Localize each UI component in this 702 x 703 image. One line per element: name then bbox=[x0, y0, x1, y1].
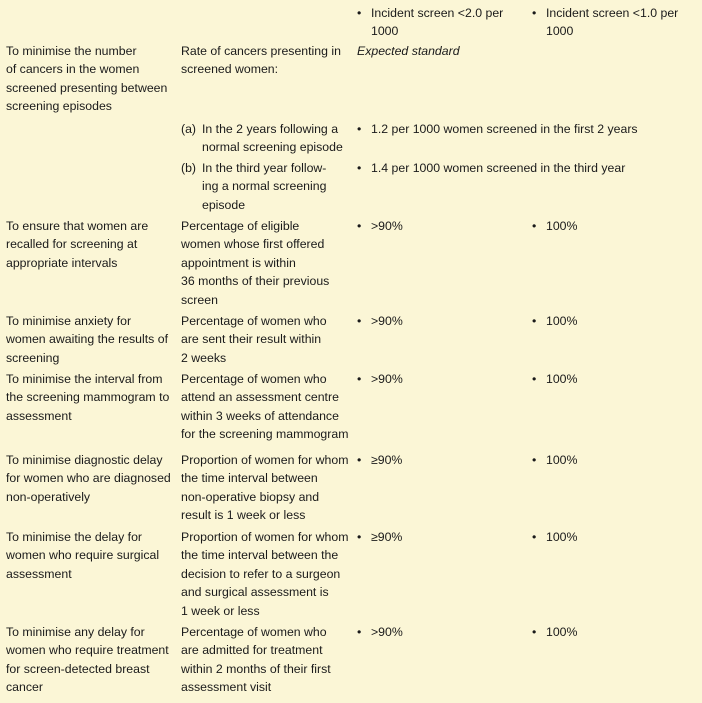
row-acceptable-value: >90% bbox=[371, 314, 403, 328]
row-measure-line: are sent their result within bbox=[181, 332, 322, 347]
row-measure bbox=[181, 217, 351, 309]
row-objective bbox=[6, 370, 171, 425]
row-measure-line: Percentage of eligible bbox=[181, 219, 300, 233]
row-measure-line: the time interval between bbox=[181, 471, 318, 486]
row-objective-line: appropriate intervals bbox=[6, 255, 118, 270]
row-acceptable-value: >90% bbox=[371, 219, 403, 233]
row-objective-line: To ensure that women are bbox=[6, 219, 149, 233]
row1-measure-line: Rate of cancers presenting in bbox=[181, 44, 341, 58]
bullet-icon: • bbox=[357, 219, 362, 233]
row-objective-line: screening bbox=[6, 350, 60, 365]
bullet-icon: • bbox=[532, 530, 537, 544]
row-objective-line: women who require treatment bbox=[6, 643, 169, 658]
row-objective bbox=[6, 217, 171, 272]
row-acceptable-value: ≥90% bbox=[371, 453, 403, 467]
row-objective-line: To minimise the interval from bbox=[6, 372, 163, 386]
bullet-icon: • bbox=[532, 219, 537, 233]
column-achievable-bg bbox=[526, 0, 702, 703]
row1-objective-line: screening episodes bbox=[6, 99, 112, 114]
row1-measure-line: screened women: bbox=[181, 62, 279, 77]
sub-a-text-line: normal screening episode bbox=[202, 140, 343, 155]
row-measure-line: attend an assessment centre bbox=[181, 390, 339, 405]
row-achievable-value: 100% bbox=[546, 453, 578, 467]
row-measure-line: and surgical assessment is bbox=[181, 585, 329, 600]
row-objective-line: To minimise the delay for bbox=[6, 530, 143, 544]
sub-b-standard-text: 1.4 per 1000 women screened in the third year bbox=[371, 161, 626, 175]
row-measure-line: Percentage of women who bbox=[181, 372, 327, 386]
row-measure-line: decision to refer to a surgeon bbox=[181, 566, 341, 581]
header-achievable-line: Incident screen <1.0 per bbox=[546, 6, 679, 20]
bullet-icon: • bbox=[357, 453, 362, 467]
sub-b-label: (b) bbox=[181, 161, 197, 175]
row-measure bbox=[181, 312, 351, 367]
row-acceptable-value: >90% bbox=[371, 372, 403, 386]
row-objective bbox=[6, 528, 171, 583]
row-measure bbox=[181, 370, 351, 444]
header-acceptable-line: 1000 bbox=[371, 24, 399, 39]
row-acceptable-value: >90% bbox=[371, 625, 403, 639]
bullet-icon: • bbox=[532, 372, 537, 386]
row-measure-line: assessment visit bbox=[181, 680, 272, 695]
row-measure-line: result is 1 week or less bbox=[181, 508, 306, 523]
row-measure bbox=[181, 451, 351, 525]
bullet-icon: • bbox=[357, 314, 362, 328]
row-achievable-value: 100% bbox=[546, 372, 578, 386]
row-objective-line: women who require surgical bbox=[6, 548, 160, 563]
row-achievable-value: 100% bbox=[546, 530, 578, 544]
row-measure-line: 1 week or less bbox=[181, 603, 260, 618]
bullet-icon: • bbox=[532, 453, 537, 467]
bullet-icon: • bbox=[532, 314, 537, 328]
bullet-icon: • bbox=[357, 161, 362, 175]
row1-objective-line: To minimise the number bbox=[6, 44, 137, 58]
row-measure-line: within 3 weeks of attendance bbox=[181, 408, 339, 423]
bullet-icon: • bbox=[357, 122, 362, 136]
sub-a-label: (a) bbox=[181, 122, 197, 136]
row-measure bbox=[181, 623, 351, 697]
sub-b-text-line: episode bbox=[202, 197, 246, 212]
row-measure-line: for the screening mammogram bbox=[181, 427, 349, 442]
row-objective bbox=[6, 312, 171, 367]
row1-objective-line: screened presenting between bbox=[6, 80, 168, 95]
row-objective-line: assessment bbox=[6, 408, 72, 423]
bullet-icon: • bbox=[532, 625, 537, 639]
row-measure-line: Percentage of women who bbox=[181, 314, 327, 328]
row1-measure bbox=[181, 42, 351, 79]
sub-a-standard-text: 1.2 per 1000 women screened in the first 2 years bbox=[371, 122, 638, 136]
column-acceptable-bg bbox=[351, 0, 524, 703]
row-acceptable-value: ≥90% bbox=[371, 530, 403, 544]
row-measure bbox=[181, 528, 351, 620]
row-objective-line: for women who are diagnosed bbox=[6, 471, 171, 486]
row-objective-line: women awaiting the results of bbox=[6, 332, 168, 347]
row-objective bbox=[6, 623, 171, 697]
sub-a-text-line: In the 2 years following a bbox=[202, 122, 339, 136]
bullet-icon: • bbox=[357, 372, 362, 386]
bullet-icon: • bbox=[357, 530, 362, 544]
row-objective-line: To minimise diagnostic delay bbox=[6, 453, 163, 467]
row-measure-line: appointment is within bbox=[181, 255, 296, 270]
bullet-icon: • bbox=[532, 6, 537, 20]
row-achievable-value: 100% bbox=[546, 219, 578, 233]
row-objective-line: non-operatively bbox=[6, 489, 91, 504]
bullet-icon: • bbox=[357, 6, 362, 20]
row-objective-line: assessment bbox=[6, 566, 72, 581]
header-acceptable-line: Incident screen <2.0 per bbox=[371, 6, 504, 20]
row-measure-line: are admitted for treatment bbox=[181, 643, 323, 658]
row-achievable-value: 100% bbox=[546, 314, 578, 328]
sub-b-text-line: ing a normal screening bbox=[202, 179, 327, 194]
row-objective-line: recalled for screening at bbox=[6, 237, 138, 252]
row-measure-line: non-operative biopsy and bbox=[181, 489, 320, 504]
row-measure-line: 2 weeks bbox=[181, 350, 227, 365]
row-measure-line: within 2 months of their first bbox=[181, 661, 331, 676]
row-objective-line: the screening mammogram to bbox=[6, 390, 170, 405]
row-objective bbox=[6, 451, 171, 506]
expected-standard-label: Expected standard bbox=[357, 44, 460, 58]
header-achievable-line: 1000 bbox=[546, 24, 574, 39]
row-objective-line: To minimise anxiety for bbox=[6, 314, 132, 328]
row-measure-line: women whose first offered bbox=[181, 237, 325, 252]
row-measure-line: screen bbox=[181, 292, 218, 307]
row-objective-line: To minimise any delay for bbox=[6, 625, 145, 639]
row-measure-line: 36 months of their previous bbox=[181, 274, 330, 289]
row-measure-line: Percentage of women who bbox=[181, 625, 327, 639]
row-objective-line: for screen-detected breast bbox=[6, 661, 150, 676]
row-measure-line: Proportion of women for whom bbox=[181, 453, 349, 467]
sub-b-text-line: In the third year follow- bbox=[202, 161, 327, 175]
row1-objective-line: of cancers in the women bbox=[6, 62, 140, 77]
row-achievable-value: 100% bbox=[546, 625, 578, 639]
row-measure-line: Proportion of women for whom bbox=[181, 530, 349, 544]
row-measure-line: the time interval between the bbox=[181, 548, 339, 563]
bullet-icon: • bbox=[357, 625, 362, 639]
row1-objective bbox=[6, 42, 171, 116]
row-objective-line: cancer bbox=[6, 680, 43, 695]
